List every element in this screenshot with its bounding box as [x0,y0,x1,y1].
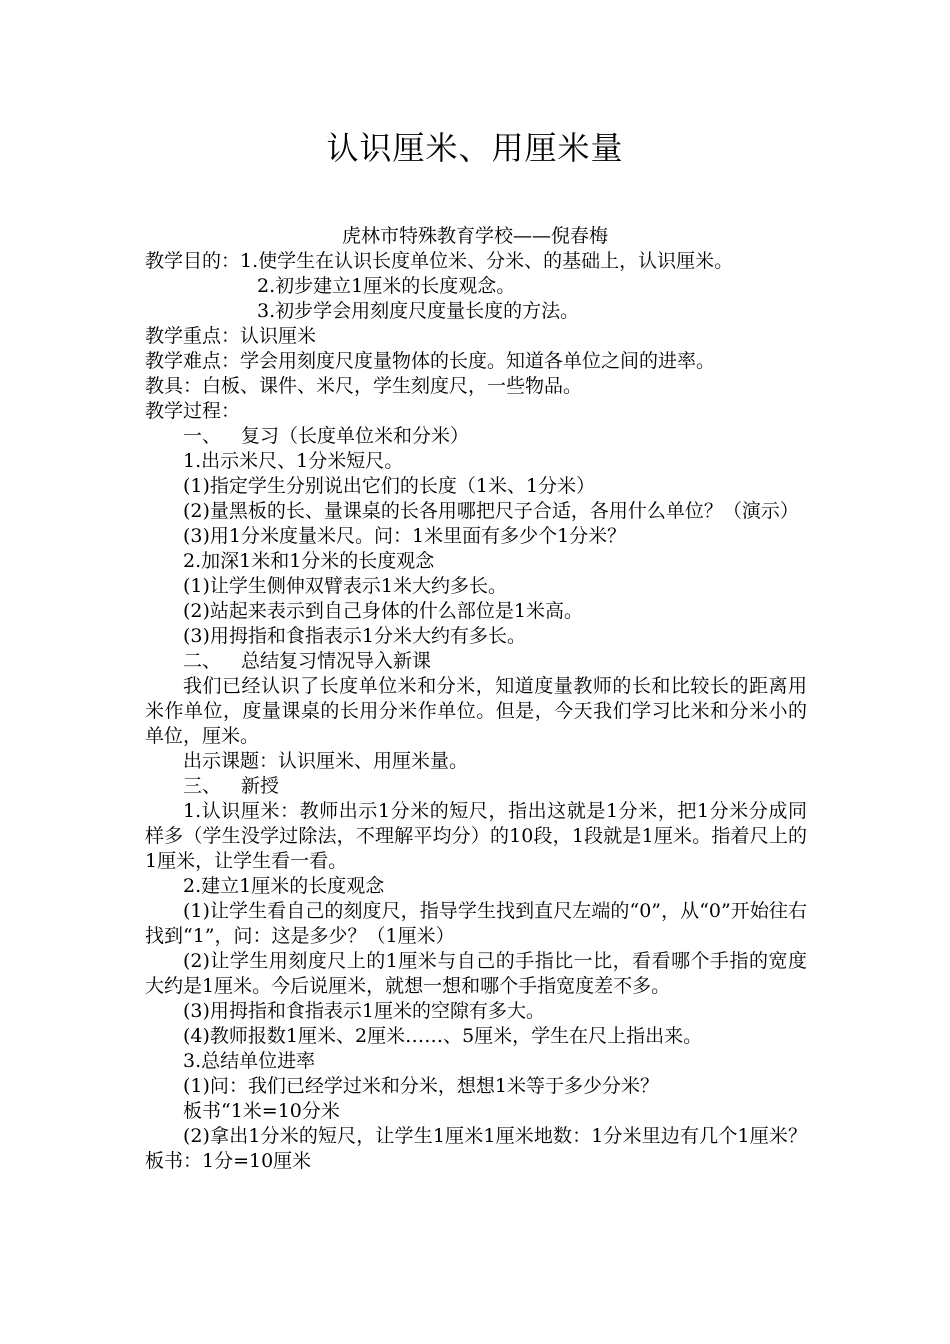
teaching-goals [145,249,807,274]
paragraph: (2)让学生用刻度尺上的1厘米与自己的手指比一比，看看哪个手指的宽度大约是1厘米。今后说厘米，就想一想和哪个手指宽度差不多。 [145,950,807,997]
paragraph: (1)问：我们已经学过米和分米，想想1米等于多少分米？ [183,1075,660,1097]
paragraph: (4)教师报数1厘米、2厘米……、5厘米，学生在尺上指出来。 [183,1025,703,1047]
paragraph: 出示课题：认识厘米、用厘米量。 [183,750,469,772]
process-label: 教学过程： [145,400,241,422]
paragraph: (3)用拇指和食指表示1厘米的空隙有多大。 [183,1000,546,1022]
paragraph: (2)拿出1分米的短尺，让学生1厘米1厘米地数：1分米里边有几个1厘米？板书：1分=10厘米 [145,1125,807,1172]
paragraph: (1)指定学生分别说出它们的长度（1米、1分米） [183,475,596,497]
document-title: 认识厘米、用厘米量 [326,129,624,167]
paragraph: 3.总结单位进率 [183,1050,316,1072]
paragraph: (2)量黑板的长、量课桌的长各用哪把尺子合适，各用什么单位？（演示） [183,500,799,522]
section-heading [145,424,807,449]
paragraph: 板书“1米=10分米 [183,1100,340,1122]
paragraph: 我们已经认识了长度单位米和分米，知道度量教师的长和比较长的距离用米作单位，度量课桌的长用分米作单位。但是，今天我们学习比米和分米小的单位，厘米。 [145,675,807,747]
goal-1: 1.使学生在认识长度单位米、分米、的基础上，认识厘米。 [240,250,734,272]
section-heading [145,649,807,674]
section-number: 二、 [183,650,222,672]
goal-3: 3.初步学会用刻度尺度量长度的方法。 [257,300,580,322]
section-heading [145,774,807,799]
paragraph: 1.认识厘米：教师出示1分米的短尺，指出这就是1分米，把1分米分成同样多（学生没学过除法，不理解平均分）的10段，1段就是1厘米。指着尺上的1厘米，让学生看一看。 [145,800,807,872]
paragraph: (3)用拇指和食指表示1分米大约有多长。 [183,625,527,647]
author-line: 虎林市特殊教育学校——倪春梅 [341,225,608,247]
difficulty: 教学难点：学会用刻度尺度量物体的长度。知道各单位之间的进率。 [145,350,716,372]
document-body [145,249,807,1174]
key-point: 教学重点：认识厘米 [145,325,317,347]
section-title: 复习（长度单位米和分米） [241,425,470,447]
paragraph: (1)让学生侧伸双臂表示1米大约多长。 [183,575,508,597]
section-title: 新授 [241,775,280,797]
paragraph: (1)让学生看自己的刻度尺，指导学生找到直尺左端的“0”，从“0”开始往右找到“1”，问：这是多少？（1厘米） [145,900,807,947]
goal-2: 2.初步建立1厘米的长度观念。 [257,275,516,297]
paragraph: 2.建立1厘米的长度观念 [183,875,385,897]
paragraph: 2.加深1米和1分米的长度观念 [183,550,435,572]
section-number: 三、 [183,775,222,797]
section-number: 一、 [183,425,222,447]
section-title: 总结复习情况导入新课 [241,650,432,672]
goals-label: 教学目的： [145,250,241,272]
paragraph: 1.出示米尺、1分米短尺。 [183,450,404,472]
teaching-tools: 教具：白板、课件、米尺，学生刻度尺，一些物品。 [145,375,583,397]
paragraph: (3)用1分米度量米尺。问：1米里面有多少个1分米？ [183,525,627,547]
paragraph: (2)站起来表示到自己身体的什么部位是1米高。 [183,600,584,622]
